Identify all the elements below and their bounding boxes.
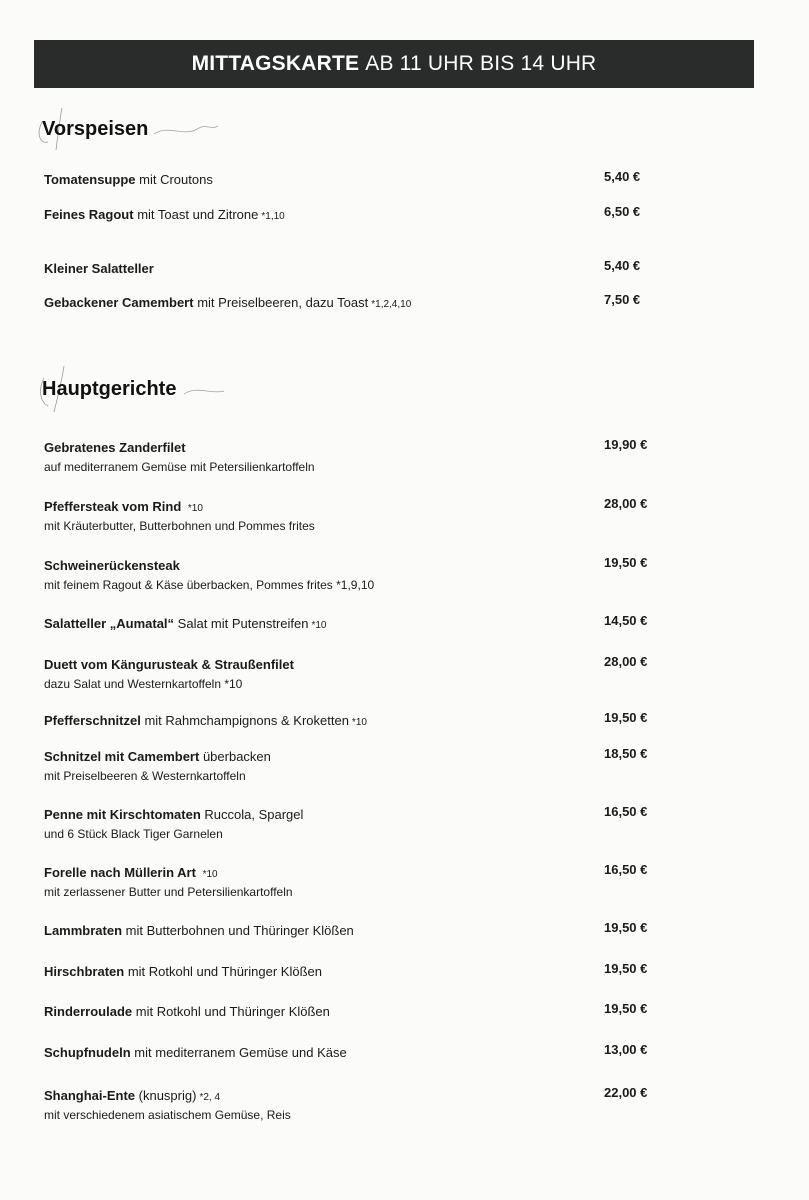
item-name: Gebratenes Zanderfilet bbox=[44, 440, 186, 455]
section-title-vorspeisen: Vorspeisen bbox=[42, 118, 148, 141]
item-name: Schupfnudeln bbox=[44, 1045, 131, 1060]
item-price: 19,50 € bbox=[604, 920, 648, 935]
item-desc: überbacken bbox=[202, 749, 271, 764]
item-price: 5,40 € bbox=[604, 169, 641, 184]
header-title-bold: MITTAGSKARTE bbox=[191, 52, 360, 75]
item-name: Penne mit Kirschtomaten bbox=[44, 807, 201, 822]
item-desc: mit Rotkohl und Thüringer Klößen bbox=[127, 964, 322, 979]
item-price: 19,50 € bbox=[604, 1001, 648, 1016]
item-name: Forelle nach Müllerin Art bbox=[44, 865, 196, 880]
item-desc: mit Butterbohnen und Thüringer Klößen bbox=[125, 923, 354, 938]
menu-item bbox=[44, 748, 664, 784]
menu-item bbox=[44, 963, 664, 982]
menu-item bbox=[44, 294, 664, 313]
item-desc: mit Toast und Zitrone bbox=[137, 207, 259, 222]
item-name: Kleiner Salatteller bbox=[44, 261, 154, 276]
item-name: Lammbraten bbox=[44, 923, 123, 938]
item-detail: dazu Salat und Westernkartoffeln *10 bbox=[44, 677, 243, 691]
item-name: Schnitzel mit Camembert bbox=[44, 749, 200, 764]
item-detail: mit feinem Ragout & Käse überbacken, Pommes frites *1,9,10 bbox=[44, 578, 375, 592]
item-price: 19,50 € bbox=[604, 555, 648, 570]
item-additives: *10 bbox=[202, 869, 218, 880]
item-name: Schweinerückensteak bbox=[44, 558, 180, 573]
item-desc: mit Preiselbeeren, dazu Toast bbox=[197, 295, 369, 310]
menu-item bbox=[44, 260, 664, 279]
menu-item bbox=[44, 1044, 664, 1063]
menu-item bbox=[44, 171, 664, 190]
item-price: 19,90 € bbox=[604, 437, 648, 452]
item-desc: mit Croutons bbox=[139, 172, 213, 187]
item-detail: mit verschiedenem asiatischem Gemüse, Reis bbox=[44, 1108, 291, 1122]
item-price: 16,50 € bbox=[604, 862, 648, 877]
item-price: 14,50 € bbox=[604, 613, 648, 628]
menu-item bbox=[44, 864, 664, 900]
item-price: 19,50 € bbox=[604, 710, 648, 725]
item-price: 28,00 € bbox=[604, 654, 648, 669]
item-additives: *10 bbox=[311, 620, 327, 631]
item-desc: mit Rotkohl und Thüringer Klößen bbox=[135, 1004, 330, 1019]
item-detail: mit Kräuterbutter, Butterbohnen und Pommes frites bbox=[44, 519, 315, 533]
item-desc: mit Rahmchampignons & Kroketten bbox=[144, 713, 349, 728]
menu-item bbox=[44, 615, 664, 634]
item-price: 28,00 € bbox=[604, 496, 648, 511]
menu-item bbox=[44, 557, 664, 593]
item-name: Pfeffersteak vom Rind bbox=[44, 499, 182, 514]
item-price: 7,50 € bbox=[604, 292, 641, 307]
item-additives: *10 bbox=[187, 503, 203, 514]
menu-item bbox=[44, 656, 664, 692]
menu-item bbox=[44, 712, 664, 731]
item-additives: *2, 4 bbox=[199, 1092, 221, 1103]
item-name: Feines Ragout bbox=[44, 207, 134, 222]
menu-item bbox=[44, 1003, 664, 1022]
menu-item bbox=[44, 806, 664, 842]
item-price: 6,50 € bbox=[604, 204, 641, 219]
item-name: Hirschbraten bbox=[44, 964, 125, 979]
item-price: 16,50 € bbox=[604, 804, 648, 819]
menu-item bbox=[44, 206, 664, 225]
item-price: 18,50 € bbox=[604, 746, 648, 761]
item-desc: mit mediterranem Gemüse und Käse bbox=[134, 1045, 347, 1060]
item-detail: und 6 Stück Black Tiger Garnelen bbox=[44, 827, 223, 841]
item-detail: auf mediterranem Gemüse mit Petersilienkartoffeln bbox=[44, 460, 315, 474]
item-price: 5,40 € bbox=[604, 258, 641, 273]
item-additives: *1,10 bbox=[261, 211, 285, 222]
item-additives: *1,2,4,10 bbox=[371, 299, 412, 310]
item-price: 22,00 € bbox=[604, 1085, 648, 1100]
item-detail: mit Preiselbeeren & Westernkartoffeln bbox=[44, 769, 246, 783]
item-name: Gebackener Camembert bbox=[44, 295, 194, 310]
item-price: 19,50 € bbox=[604, 961, 648, 976]
item-name: Salatteller „Aumatal“ bbox=[44, 616, 175, 631]
item-detail: mit zerlassener Butter und Petersilienkartoffeln bbox=[44, 885, 293, 899]
menu-item bbox=[44, 439, 664, 475]
header-title-rest: AB 11 UHR BIS 14 UHR bbox=[365, 52, 597, 75]
menu-item bbox=[44, 922, 664, 941]
item-name: Duett vom Kängurusteak & Straußenfilet bbox=[44, 657, 294, 672]
item-name: Pfefferschnitzel bbox=[44, 713, 141, 728]
menu-item bbox=[44, 498, 664, 534]
item-desc: Ruccola, Spargel bbox=[204, 807, 304, 822]
menu-item bbox=[44, 1087, 664, 1123]
item-name: Tomatensuppe bbox=[44, 172, 136, 187]
item-name: Rinderroulade bbox=[44, 1004, 133, 1019]
item-additives: *10 bbox=[351, 717, 367, 728]
item-name: Shanghai-Ente bbox=[44, 1088, 136, 1103]
item-desc: (knusprig) bbox=[138, 1088, 197, 1103]
menu-header-banner bbox=[34, 40, 754, 88]
item-desc: Salat mit Putenstreifen bbox=[177, 616, 309, 631]
item-price: 13,00 € bbox=[604, 1042, 648, 1057]
section-title-hauptgerichte: Hauptgerichte bbox=[42, 378, 176, 401]
